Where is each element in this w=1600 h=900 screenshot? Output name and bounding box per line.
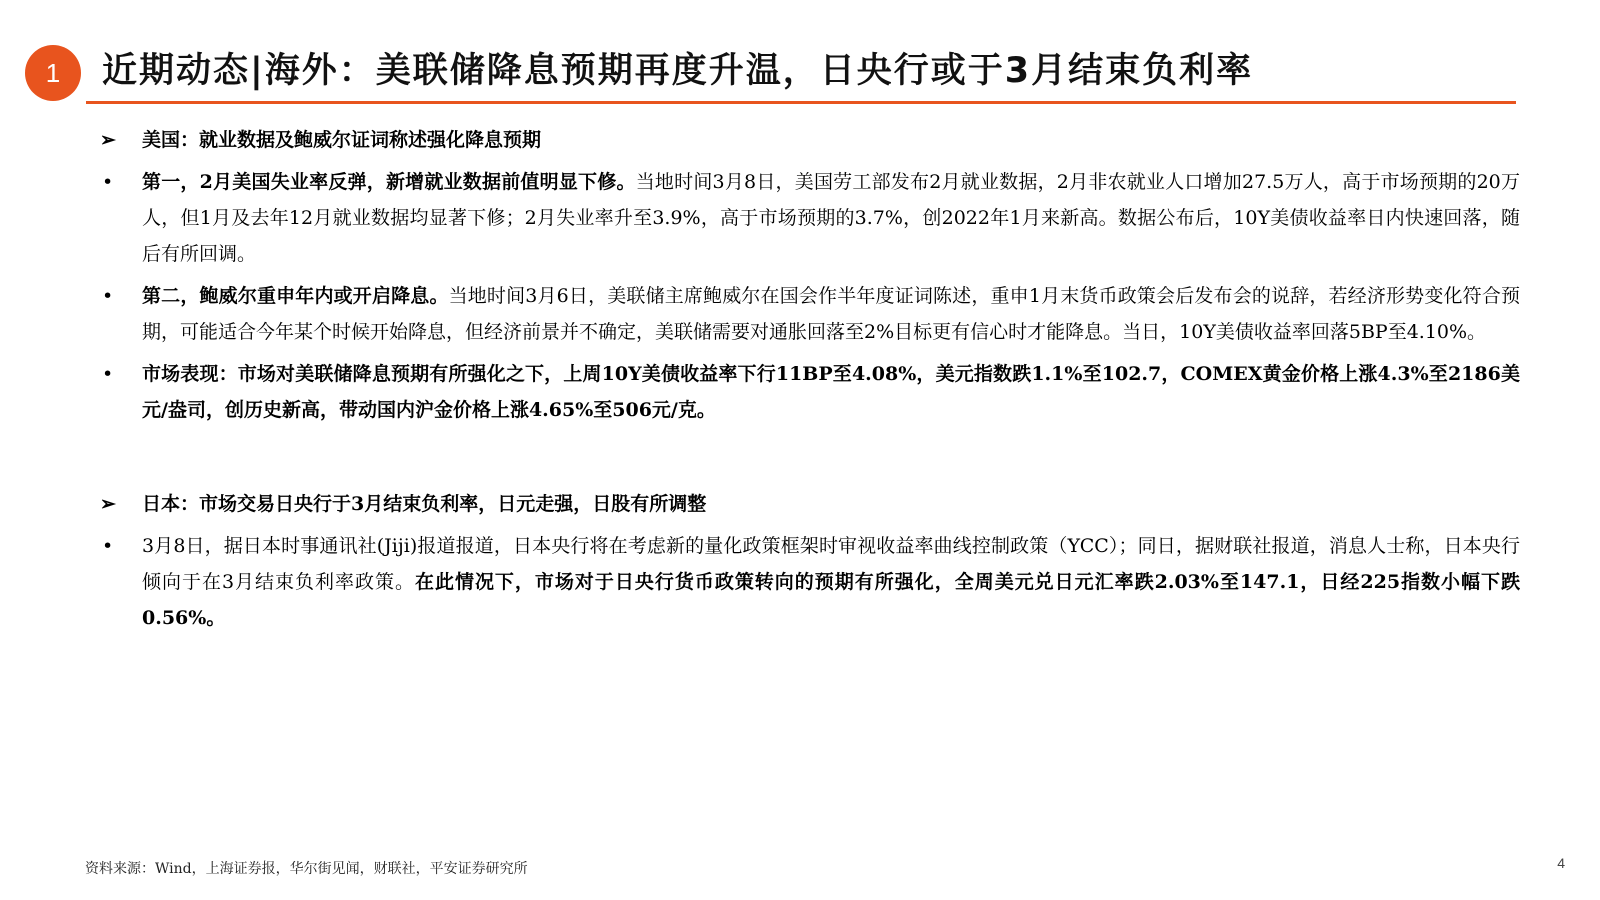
- list-item: [100, 278, 1520, 350]
- bullet-bold-text: 在此情况下，市场对于日央行货币政策转向的预期有所强化，全周美元兑日元汇率跌2.03%至147.1，日经225指数小幅下跌0.56%。: [142, 571, 1520, 629]
- section-heading-us: [100, 122, 1520, 158]
- bullet-bold-text: 第二，鲍威尔重申年内或开启降息。: [142, 285, 449, 307]
- page-number: 4: [1557, 855, 1565, 871]
- list-item: [100, 356, 1520, 428]
- section-number: 1: [45, 57, 61, 88]
- bullet-dot-icon: •: [102, 535, 114, 557]
- list-item: [100, 528, 1520, 636]
- section-number-badge: [25, 45, 81, 101]
- bullet-dot-icon: •: [102, 285, 114, 307]
- arrow-right-icon: ➢: [100, 129, 116, 151]
- section-heading-japan: [100, 486, 1520, 522]
- section-heading-text: 日本：市场交易日央行于3月结束负利率，日元走强，日股有所调整: [142, 493, 707, 515]
- bullet-text: 当地时间3月8日，美国劳工部发布2月就业数据，2月非农就业人口增加27.5万人，高于市场预期的20万人，但1月及去年12月就业数据均显著下修；2月失业率升至3.9%，高于市场预期的3.7%，创2022年1月来新高。数据公布后，10Y美债收益率日内快速回落，随后有所回调。: [142, 171, 1520, 265]
- section-spacer: [100, 428, 1520, 486]
- bullet-bold-text: 第一，2月美国失业率反弹，新增就业数据前值明显下修。: [142, 171, 636, 193]
- page-title: 近期动态|海外：美联储降息预期再度升温，日央行或于3月结束负利率: [102, 51, 1254, 91]
- source-note: 资料来源：Wind，上海证券报，华尔街见闻，财联社，平安证券研究所: [85, 861, 528, 877]
- main-content: [100, 122, 1520, 636]
- arrow-right-icon: ➢: [100, 493, 116, 515]
- bullet-dot-icon: •: [102, 171, 114, 193]
- bullet-bold-text: 市场表现：市场对美联储降息预期有所强化之下，上周10Y美债收益率下行11BP至4.08%，美元指数跌1.1%至102.7，COMEX黄金价格上涨4.3%至2186美元/盎司，创历史新高，带动国内沪金价格上涨4.65%至506元/克。: [142, 363, 1520, 421]
- bullet-dot-icon: •: [102, 363, 114, 385]
- bullet-text: 当地时间3月6日，美联储主席鲍威尔在国会作半年度证词陈述，重申1月末货币政策会后发布会的说辞，若经济形势变化符合预期，可能适合今年某个时候开始降息，但经济前景并不确定，美联储需要对通胀回落至2%目标更有信心时才能降息。当日，10Y美债收益率回落5BP至4.10%。: [142, 285, 1520, 343]
- list-item: [100, 164, 1520, 272]
- title-divider: [86, 101, 1516, 104]
- section-heading-text: 美国：就业数据及鲍威尔证词称述强化降息预期: [142, 129, 542, 151]
- bullet-text: 3月8日，据日本时事通讯社(Jiji)报道报道，日本央行将在考虑新的量化政策框架时审视收益率曲线控制政策（YCC）；同日，据财联社报道，消息人士称，日本央行倾向于在3月结束负利率政策。: [142, 535, 1520, 593]
